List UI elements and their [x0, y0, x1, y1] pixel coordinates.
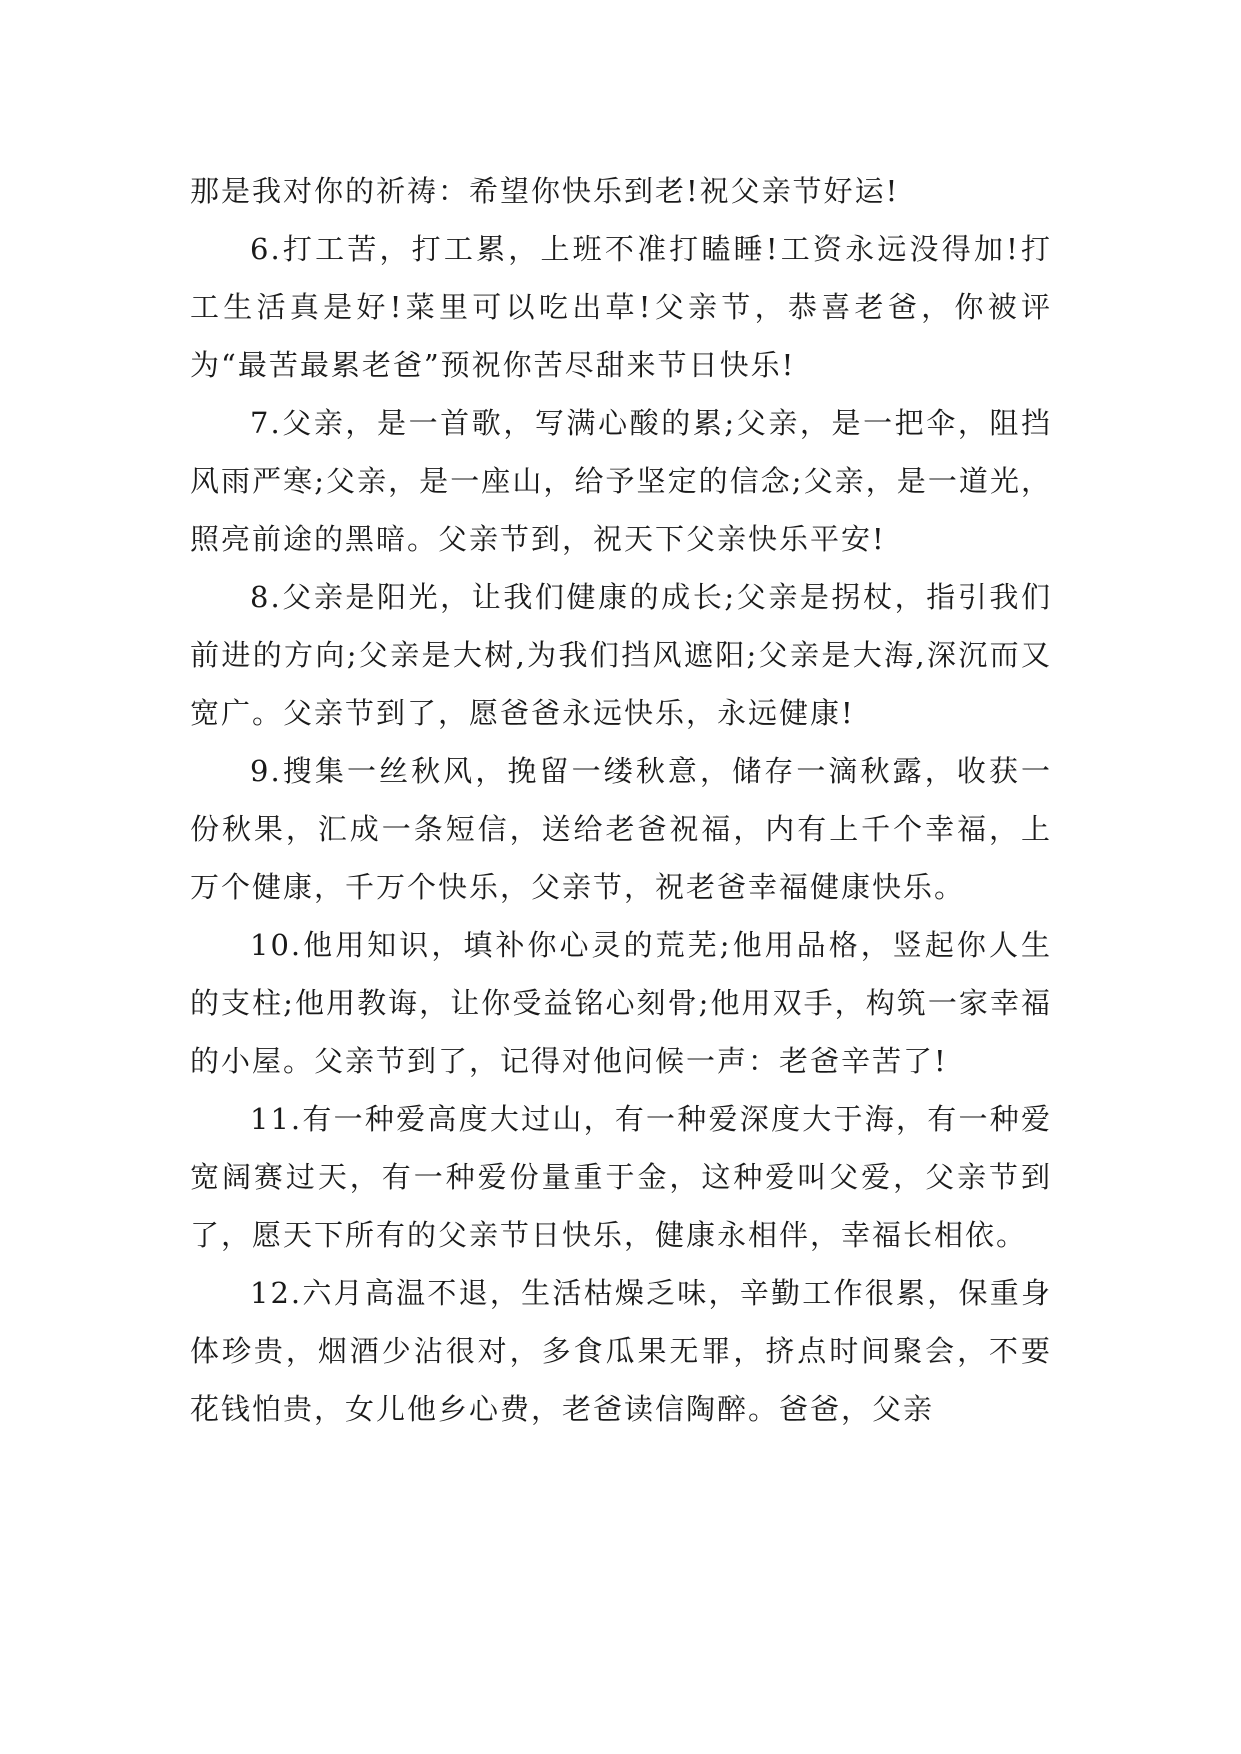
- paragraph-item-10: 10.他用知识，填补你心灵的荒芜;他用品格，竖起你人生的支柱;他用教诲，让你受益铭心刻骨;他用双手，构筑一家幸福的小屋。父亲节到了，记得对他问候一声：老爸辛苦了!: [190, 928, 1052, 1078]
- paragraph-item-8: 8.父亲是阳光，让我们健康的成长;父亲是拐杖，指引我们前进的方向;父亲是大树,为我们挡风遮阳;父亲是大海,深沉而又宽广。父亲节到了，愿爸爸永远快乐，永远健康!: [190, 580, 1052, 730]
- paragraph-item-11: 11.有一种爱高度大过山，有一种爱深度大于海，有一种爱宽阔赛过天，有一种爱份量重于金，这种爱叫父爱，父亲节到了，愿天下所有的父亲节日快乐，健康永相伴，幸福长相依。: [190, 1102, 1052, 1252]
- document-body: [190, 162, 1052, 1438]
- paragraph-item-6: 6.打工苦，打工累，上班不准打瞌睡!工资永远没得加!打工生活真是好!菜里可以吃出草!父亲节，恭喜老爸，你被评为“最苦最累老爸”预祝你苦尽甜来节日快乐!: [190, 232, 1052, 382]
- paragraph-item-7: 7.父亲，是一首歌，写满心酸的累;父亲，是一把伞，阻挡风雨严寒;父亲，是一座山，给予坚定的信念;父亲，是一道光，照亮前途的黑暗。父亲节到，祝天下父亲快乐平安!: [190, 406, 1052, 556]
- paragraph-item-12: 12.六月高温不退，生活枯燥乏味，辛勤工作很累，保重身体珍贵，烟酒少沾很对，多食瓜果无罪，挤点时间聚会，不要花钱怕贵，女儿他乡心费，老爸读信陶醉。爸爸，父亲: [190, 1276, 1052, 1426]
- paragraph-item-9: 9.搜集一丝秋风，挽留一缕秋意，储存一滴秋露，收获一份秋果，汇成一条短信，送给老爸祝福，内有上千个幸福，上万个健康，千万个快乐，父亲节，祝老爸幸福健康快乐。: [190, 754, 1052, 904]
- paragraph-continuation: 那是我对你的祈祷：希望你快乐到老!祝父亲节好运!: [190, 174, 900, 208]
